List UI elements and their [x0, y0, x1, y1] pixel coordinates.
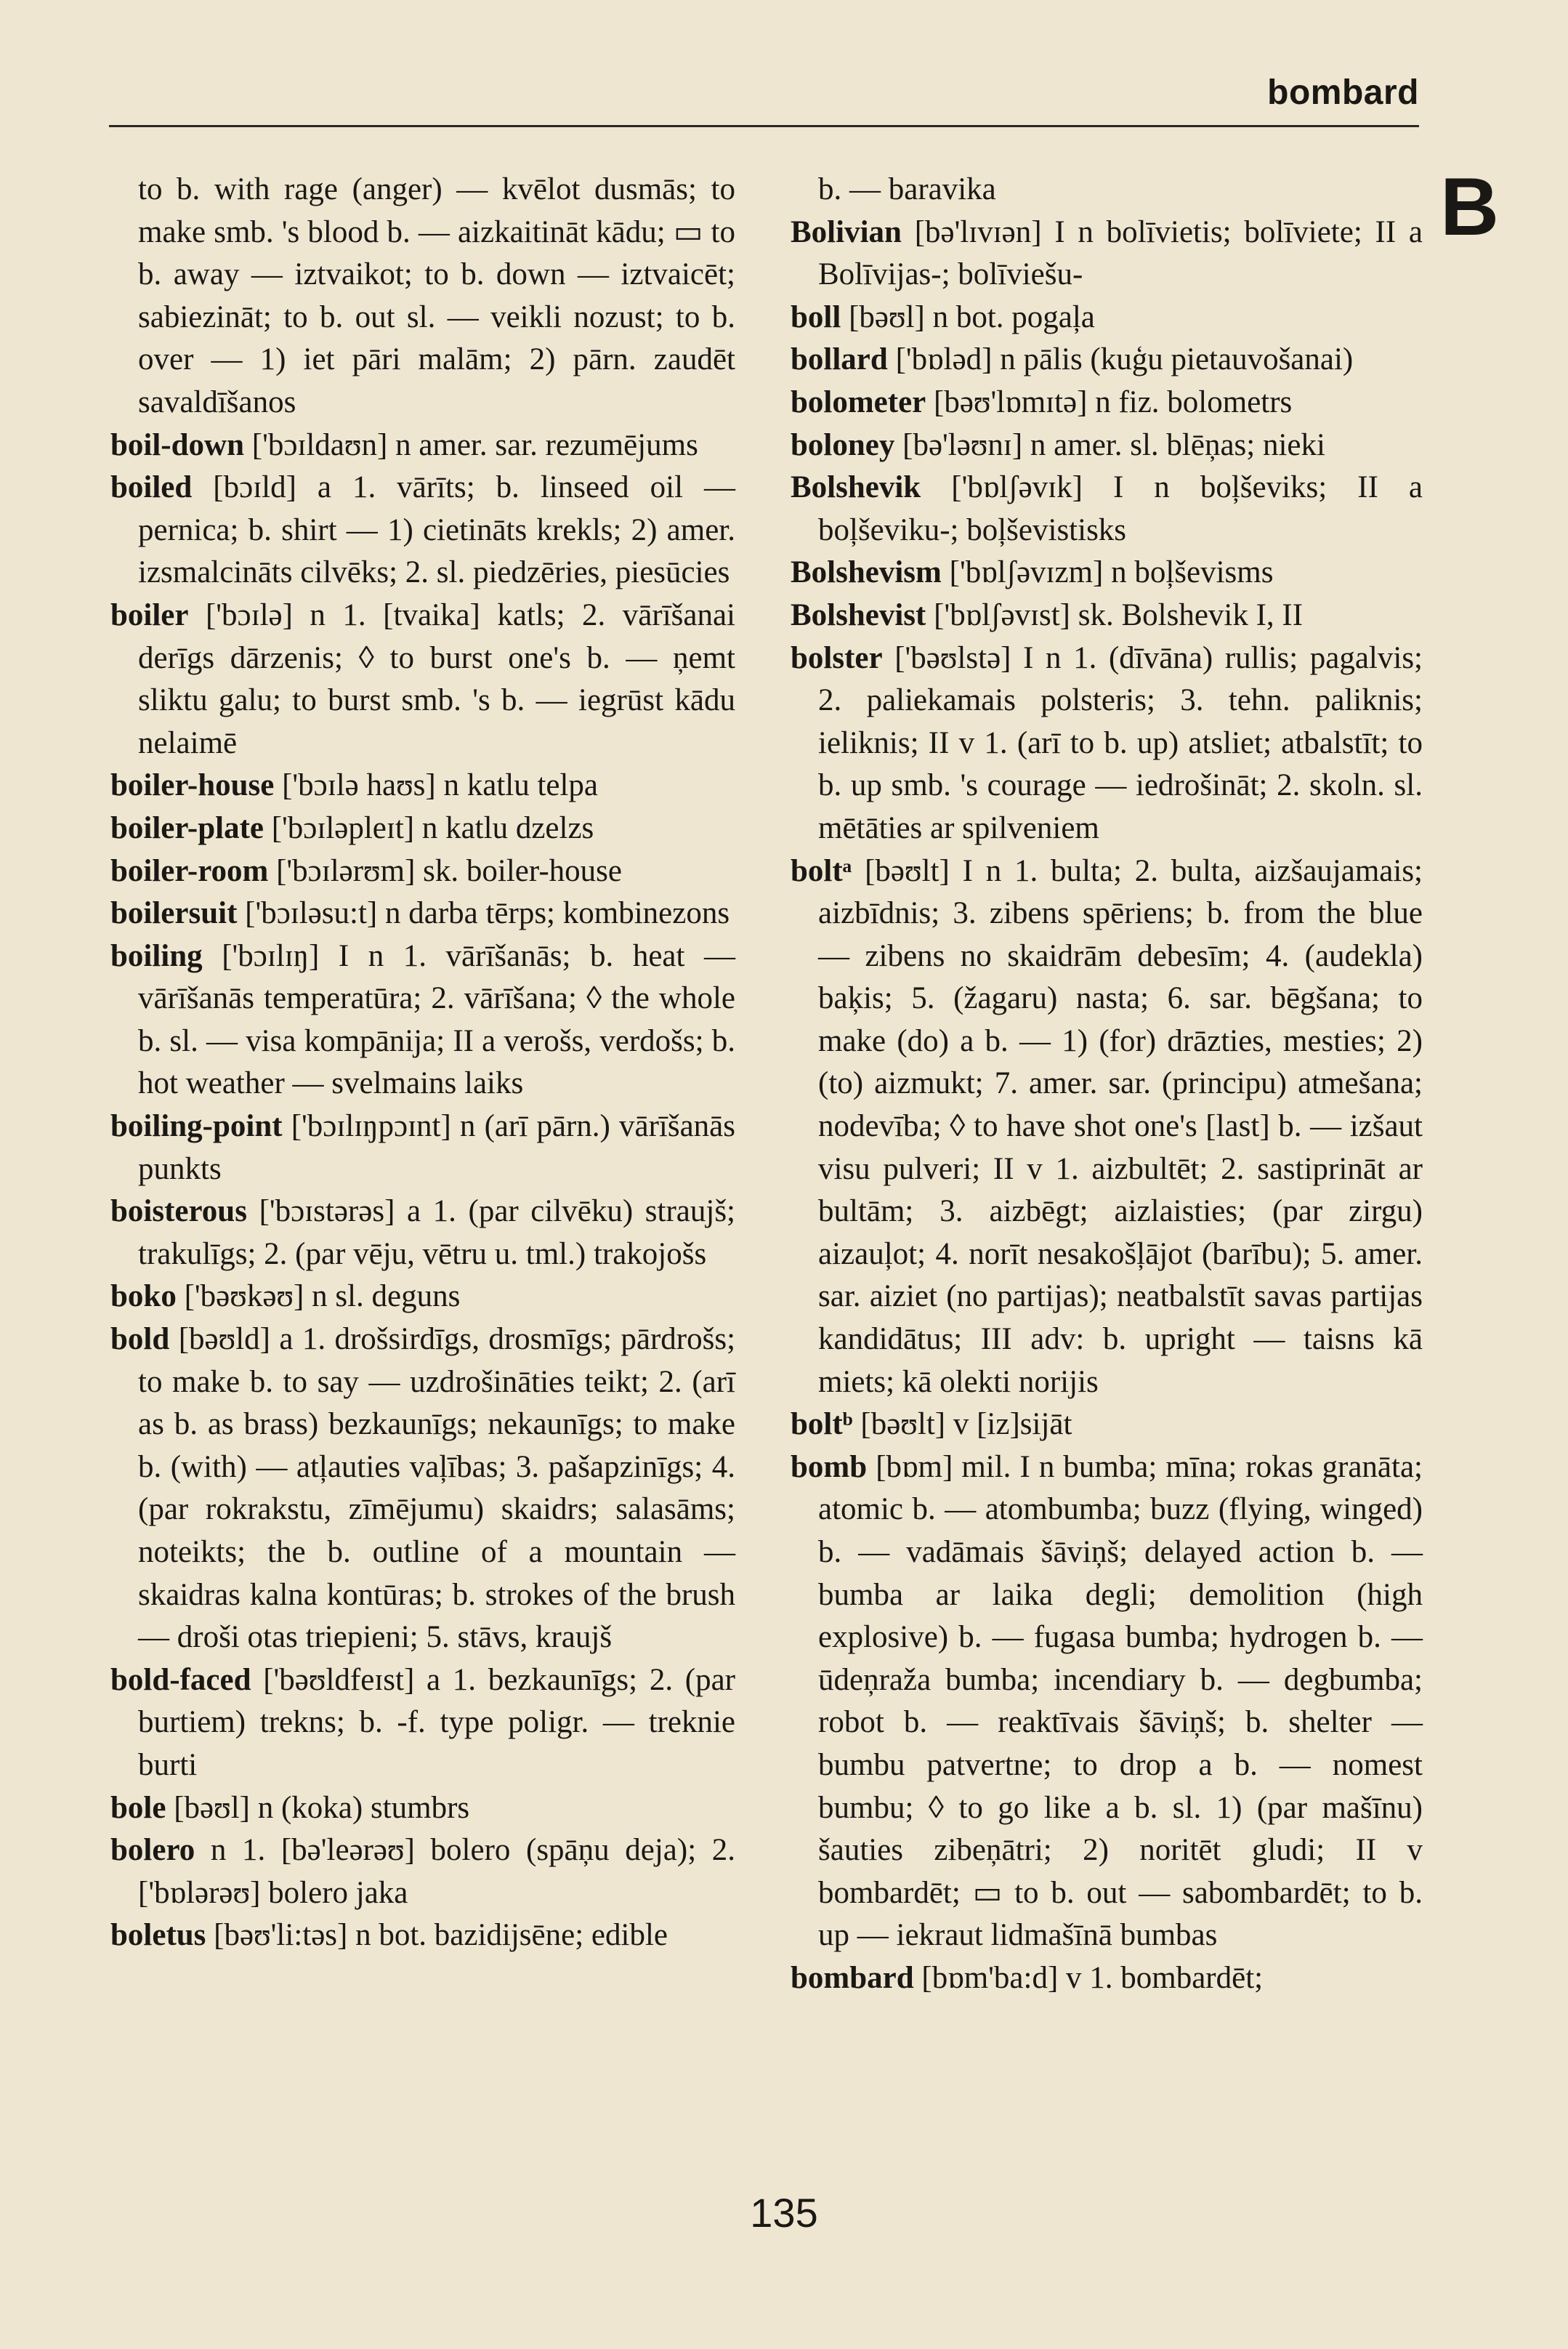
entry-definition: ['bɒlʃəvɪzm] n boļševisms [949, 555, 1274, 590]
dictionary-entry [791, 1446, 1423, 1957]
entry-definition: to b. with rage (anger) — kvēlot dusmās; to make smb. 's blood b. — aizkaitināt kādu; ▭ to b. away — iztvaikot; to b. down — iztvaicēt; sabiezināt; to b. out sl. — veikli nozust; to b. over — 1) iet pāri malām; 2) pārn. zaudēt savaldīšanos [138, 172, 735, 419]
entry-headword: boltᵇ [791, 1407, 853, 1442]
entry-definition: ['bɔɪlɪŋpɔɪnt] n (arī pārn.) vārīšanās punkts [138, 1109, 735, 1186]
right-column [791, 169, 1423, 2000]
entry-headword: Bolivian [791, 214, 902, 249]
entry-headword: boiler-plate [110, 810, 264, 845]
dictionary-entry [791, 382, 1423, 424]
entry-definition: [bəʊl] n bot. pogaļa [849, 299, 1095, 334]
dictionary-entry [110, 169, 735, 424]
running-head-guide-word: bombard [1267, 73, 1419, 112]
entry-definition: ['bɔɪlə] n 1. [tvaika] katls; 2. vārīšanai derīgs dārzenis; ◊ to burst one's b. — ņemt sliktu galu; to burst smb. 's b. — iegrūst kādu nelaimē [138, 597, 735, 760]
dictionary-entry [110, 1105, 735, 1190]
dictionary-entry [110, 893, 735, 935]
entry-definition: [bɒm] mil. I n bumba; mīna; rokas granāta; atomic b. — atombumba; buzz (flying, winged) b. — vadāmais šāviņš; delayed action b. — bumba ar laika degli; demolition (high explosive) b. — fugasa bumba; hydrogen b. — ūdeņraža bumba; incendiary b. — degbumba; robot b. — reaktīvais šāviņš; b. shelter — bumbu patvertne; to drop a b. — nomest bumbu; ◊ to go like a b. sl. 1) (par mašīnu) šauties zibeņātri; 2) noritēt gludi; II v bombardēt; ▭ to b. out — sabombardēt; to b. up — iekraut lidmašīnā bumbas [818, 1449, 1423, 1953]
entry-headword: boko [110, 1279, 177, 1314]
entry-definition: ['bəʊldfeɪst] a 1. bezkaunīgs; 2. (par burtiem) trekns; b. -f. type poligr. — treknie burti [138, 1662, 736, 1782]
dictionary-entry [110, 807, 735, 850]
dictionary-entry [110, 1914, 735, 1957]
entry-definition: ['bɔɪlɪŋ] I n 1. vārīšanās; b. heat — vārīšanās temperatūra; 2. vārīšana; ◊ the whole b. sl. — visa kompānija; II a verošs, verdošs; b. hot weather — svelmains laiks [138, 938, 735, 1101]
entry-headword: boloney [791, 427, 895, 462]
dictionary-entry [110, 424, 735, 467]
dictionary-entry [110, 850, 735, 893]
entry-headword: boiler [110, 597, 189, 632]
entry-definition: ['bɒləd] n pālis (kuģu pietauvošanai) [895, 342, 1354, 377]
entry-definition: ['bɒlʃəvɪk] I n boļševiks; II a boļševiku-; boļševistisks [818, 470, 1423, 547]
entry-definition: [bəʊ'li:təs] n bot. bazidijsēne; edible [214, 1918, 668, 1953]
entry-definition: [bɒm'ba:d] v 1. bombardēt; [921, 1960, 1264, 1995]
entry-definition: ['bəʊlstə] I n 1. (dīvāna) rullis; pagalvis; 2. paliekamais polsteris; 3. tehn. paliknis; ieliknis; II v 1. (arī to b. up) atsliet; atbalstīt; to b. up smb. 's courage — iedrošināt; 2. skoln. sl. mētāties ar spilveniem [818, 640, 1423, 845]
entry-headword: boiler-room [110, 853, 269, 888]
entry-definition: [bəʊ'lɒmɪtə] n fiz. bolometrs [934, 384, 1293, 419]
entry-definition: ['bɒlʃəvɪst] sk. Bolshevik I, II [934, 597, 1304, 632]
entry-headword: bolero [110, 1833, 195, 1868]
dictionary-entry [791, 595, 1423, 637]
entry-definition: [bə'lɪvɪən] I n bolīvietis; bolīviete; II a Bolīvijas-; bolīviešu- [818, 214, 1423, 292]
dictionary-entry [791, 850, 1423, 1404]
dictionary-entry [791, 339, 1423, 382]
entry-definition: [bəʊld] a 1. drošsirdīgs, drosmīgs; pārdrošs; to make b. to say — uzdrošināties teikt; 2. (arī as b. as brass) bezkaunīgs; nekaunīgs; to make b. (with) — atļauties vaļības; 3. pašapzinīgs; 4. (par rokrakstu, zīmējumu) skaidrs; salasāms; noteikts; the b. outline of a mountain — skaidras kalna kontūras; b. strokes of the brush — droši otas triepieni; 5. stāvs, kraujš [138, 1322, 736, 1655]
entry-definition: ['bɔɪlərʊm] sk. boiler-house [276, 853, 622, 888]
dictionary-entry [791, 424, 1423, 467]
header-rule [109, 125, 1419, 127]
dictionary-entry [110, 1787, 735, 1830]
entry-headword: boiled [110, 470, 193, 505]
page-number: 135 [750, 2190, 818, 2236]
dictionary-entry [110, 595, 735, 765]
dictionary-entry [110, 1276, 735, 1318]
entry-definition: ['bɔɪləsu:t] n darba tērps; kombinezons [245, 896, 730, 931]
entry-headword: bold-faced [110, 1662, 251, 1697]
section-letter-tab: B [1440, 161, 1499, 252]
entry-definition: ['bɔɪldaʊn] n amer. sar. rezumējums [251, 427, 698, 462]
left-column [110, 169, 735, 1957]
entry-headword: Bolshevist [791, 597, 926, 632]
entry-headword: boiler-house [110, 768, 275, 803]
entry-headword: Bolshevism [791, 555, 942, 590]
dictionary-entry [791, 552, 1423, 595]
dictionary-entry [110, 935, 735, 1105]
entry-headword: bombard [791, 1960, 914, 1995]
entry-headword: boiling-point [110, 1109, 283, 1144]
dictionary-entry [791, 297, 1423, 339]
entry-definition: [bəʊlt] I n 1. bulta; 2. bulta, aizšaujamais; aizbīdnis; 3. zibens spēriens; b. from the blue — zibens no skaidrām debesīm; 4. (audekla) baķis; 5. (žagaru) nasta; 6. sar. bēgšana; to make (do) a b. — 1) (for) drāzties, mesties; 2) (to) aizmukt; 7. amer. sar. (principu) atmešana; nodevība; ◊ to have shot one's [last] b. — izšaut visu pulveri; II v 1. aizbultēt; 2. sastiprināt ar bultām; 3. aizbēgt; aizlaisties; (par zirgu) aizauļot; 4. norīt nesakošļājot (barību); 5. amer. sar. aiziet (no partijas); neatbalstīt savas partijas kandidātus; III adv: b. upright — taisns kā miets; kā olekti norijis [818, 853, 1423, 1399]
dictionary-entry [791, 1403, 1423, 1446]
entry-headword: boil-down [110, 427, 245, 462]
dictionary-entry [110, 1190, 735, 1276]
entry-definition: [bəʊl] n (koka) stumbrs [174, 1790, 470, 1825]
dictionary-entry [110, 1659, 735, 1787]
entry-definition: [bəʊlt] v [iz]sijāt [860, 1407, 1072, 1442]
entry-headword: bole [110, 1790, 166, 1825]
entry-definition: [bɔɪld] a 1. vārīts; b. linseed oil — pernica; b. shirt — 1) cietināts krekls; 2) amer. izsmalcināts cilvēks; 2. sl. piedzēries, piesūcies [138, 470, 736, 590]
entry-headword: bolster [791, 640, 883, 675]
entry-headword: boiling [110, 938, 203, 973]
entry-headword: Bolshevik [791, 470, 921, 505]
dictionary-entry [791, 467, 1423, 552]
dictionary-entry [791, 637, 1423, 850]
entry-definition: ['bɔɪlə haʊs] n katlu telpa [282, 768, 599, 803]
dictionary-entry [110, 467, 735, 595]
dictionary-entry [110, 765, 735, 807]
dictionary-entry [110, 1829, 735, 1914]
entry-definition: b. — baravika [818, 172, 996, 206]
entry-headword: boilersuit [110, 896, 238, 931]
dictionary-entry [110, 1318, 735, 1659]
entry-headword: boltᵃ [791, 853, 852, 888]
entry-definition: ['bɔɪstərəs] a 1. (par cilvēku) straujš; trakulīgs; 2. (par vēju, vētru u. tml.) trakojošs [138, 1194, 735, 1271]
entry-headword: bolometer [791, 384, 926, 419]
entry-definition: [bə'ləʊnɪ] n amer. sl. blēņas; nieki [902, 427, 1325, 462]
entry-headword: boletus [110, 1918, 206, 1953]
dictionary-entry [791, 169, 1423, 211]
entry-headword: boisterous [110, 1194, 247, 1229]
entry-headword: bollard [791, 342, 888, 377]
entry-headword: bold [110, 1322, 170, 1357]
entry-definition: n 1. [bə'leərəʊ] bolero (spāņu deja); 2. ['bɒlərəʊ] bolero jaka [138, 1833, 735, 1910]
entry-definition: ['bɔɪləpleɪt] n katlu dzelzs [271, 810, 594, 845]
dictionary-entry [791, 211, 1423, 297]
entry-definition: ['bəʊkəʊ] n sl. deguns [184, 1279, 461, 1314]
dictionary-entry [791, 1957, 1423, 2000]
entry-headword: boll [791, 299, 841, 334]
entry-headword: bomb [791, 1449, 868, 1484]
